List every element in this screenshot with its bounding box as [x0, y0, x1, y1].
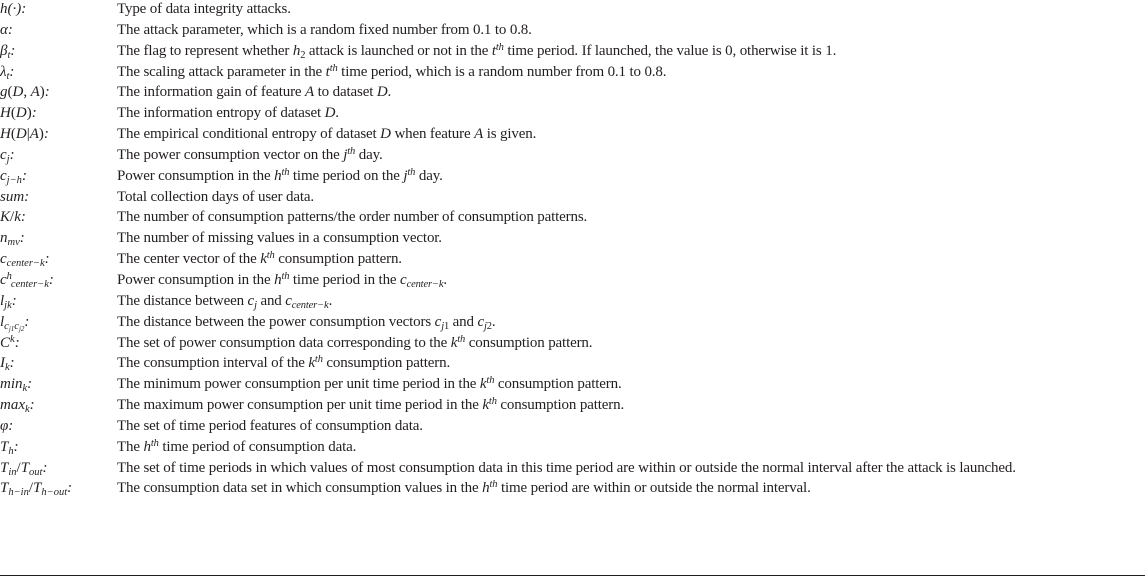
- description: Type of data integrity attacks.: [117, 1, 291, 17]
- symbol: $\min_k$:: [0, 376, 33, 395]
- symbol: φ:: [0, 417, 14, 434]
- nomenclature-row: [0, 189, 1145, 210]
- nomenclature-row: [0, 22, 1145, 43]
- description: Power consumption in the $h^{th}$ time period in the $c_{center-k}$.: [117, 270, 447, 290]
- nomenclature-row: [0, 293, 1145, 314]
- nomenclature-row: [0, 439, 1145, 460]
- description: The set of time periods in which values of most consumption data in this time period are within or outside the normal interval after the attack is launched.: [117, 459, 1016, 476]
- nomenclature-row: [0, 209, 1145, 230]
- symbol: sum:: [0, 188, 30, 205]
- nomenclature-row: [0, 251, 1145, 272]
- symbol: H(D|A):: [0, 126, 49, 143]
- nomenclature-list: [0, 1, 1145, 501]
- symbol: H(D):: [0, 105, 37, 122]
- nomenclature-row: [0, 460, 1145, 481]
- nomenclature-row: [0, 397, 1145, 418]
- symbol: $c^h_{center-k}$:: [0, 270, 54, 290]
- nomenclature-row: [0, 376, 1145, 397]
- description: The consumption interval of the $k^{th}$ consumption pattern.: [117, 354, 451, 372]
- symbol: $c_{center-k}$:: [0, 251, 50, 270]
- symbol: $c_j$:: [0, 146, 15, 165]
- symbol: h(·):: [0, 1, 27, 17]
- symbol: $\max_k$:: [0, 397, 35, 416]
- description: The number of missing values in a consumption vector.: [117, 230, 442, 247]
- description: The number of consumption patterns/the order number of consumption patterns.: [117, 209, 588, 226]
- description: The set of power consumption data corresponding to the $k^{th}$ consumption pattern.: [117, 333, 593, 351]
- symbol: $C^k$:: [0, 333, 20, 351]
- symbol: α:: [0, 21, 13, 38]
- nomenclature-row: [0, 64, 1145, 85]
- description: The distance between the power consumption vectors $c_{j1}$ and $c_{j2}$.: [117, 313, 496, 332]
- nomenclature-row: [0, 314, 1145, 335]
- symbol: $n_{mv}$:: [0, 230, 25, 249]
- description: The power consumption vector on the $j^{th}$ day.: [117, 145, 383, 163]
- description: The information entropy of dataset D.: [117, 105, 339, 122]
- symbol: g(D, A):: [0, 84, 50, 101]
- nomenclature-row: [0, 355, 1145, 376]
- description: The center vector of the $k^{th}$ consumption pattern.: [117, 250, 402, 268]
- description: The minimum power consumption per unit time period in the $k^{th}$ consumption pattern.: [117, 375, 622, 393]
- description: The flag to represent whether $h_2$ attack is launched or not in the $t^{th}$ time period. If launched, the value is 0, otherwise it is 1.: [117, 41, 837, 61]
- symbol: $c_{j-h}$:: [0, 167, 27, 186]
- nomenclature-row: [0, 84, 1145, 105]
- symbol: K/k:: [0, 209, 26, 226]
- nomenclature-row: [0, 1, 1145, 22]
- symbol: $\beta_t$:: [0, 42, 16, 61]
- description: The distance between $c_j$ and $c_{center-k}$.: [117, 292, 333, 311]
- description: Power consumption in the $h^{th}$ time period on the $j^{th}$ day.: [117, 166, 443, 184]
- description: The set of time period features of consumption data.: [117, 417, 423, 434]
- nomenclature-row: [0, 230, 1145, 251]
- symbol: $T_{in}/T_{out}$:: [0, 459, 48, 478]
- description: Total collection days of user data.: [117, 188, 314, 205]
- nomenclature-row: [0, 272, 1145, 293]
- nomenclature-row: [0, 335, 1145, 356]
- symbol: $\lambda_t$:: [0, 63, 15, 82]
- symbol: $T_{h-in}/T_{h-out}$:: [0, 480, 73, 499]
- description: The information gain of feature A to dataset D.: [117, 84, 392, 101]
- nomenclature-row: [0, 418, 1145, 439]
- table-bottom-rule: [0, 575, 1145, 576]
- symbol: $l_{jk}$:: [0, 292, 17, 311]
- symbol: $l_{c_{j1}c_{j2}}$:: [0, 313, 30, 333]
- nomenclature-row: [0, 168, 1145, 189]
- description: The attack parameter, which is a random fixed number from 0.1 to 0.8.: [117, 21, 532, 38]
- symbol: $I_k$:: [0, 355, 15, 374]
- description: The empirical conditional entropy of dataset D when feature A is given.: [117, 126, 537, 143]
- nomenclature-row: [0, 43, 1145, 64]
- description: The consumption data set in which consumption values in the $h^{th}$ time period are within or outside the normal interval.: [117, 479, 811, 497]
- description: The $h^{th}$ time period of consumption data.: [117, 437, 357, 455]
- symbol: $T_h$:: [0, 438, 19, 457]
- nomenclature-row: [0, 480, 1145, 501]
- nomenclature-row: [0, 126, 1145, 147]
- description: The maximum power consumption per unit time period in the $k^{th}$ consumption pattern.: [117, 396, 625, 414]
- nomenclature-row: [0, 105, 1145, 126]
- description: The scaling attack parameter in the $t^{th}$ time period, which is a random number from 0.1 to 0.8.: [117, 62, 667, 80]
- nomenclature-row: [0, 147, 1145, 168]
